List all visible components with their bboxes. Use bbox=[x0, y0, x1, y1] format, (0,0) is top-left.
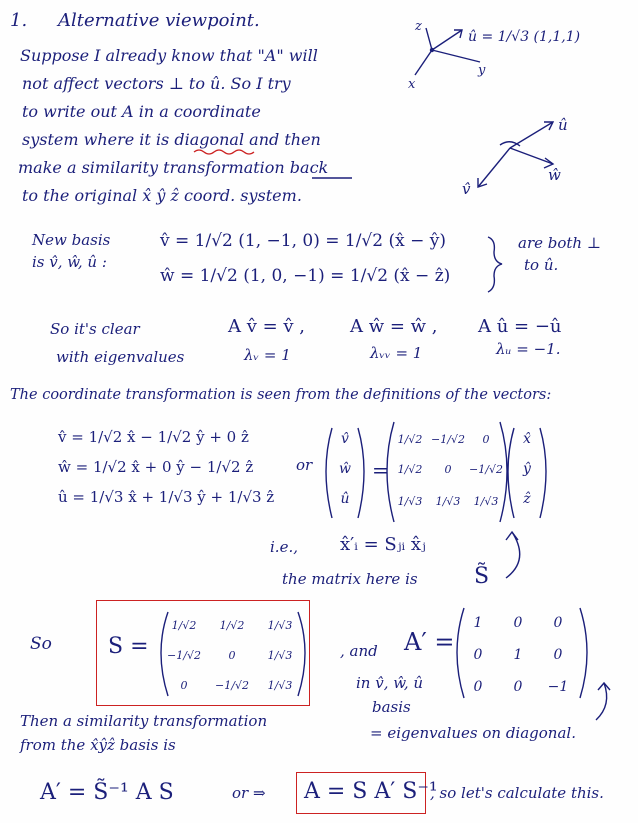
aprime-cell: 0 bbox=[473, 647, 483, 663]
def-v: v̂ = 1/√2 x̂ − 1/√2 ŷ + 0 ẑ bbox=[58, 428, 249, 446]
lhs-vec-u: û bbox=[340, 491, 350, 507]
rhs-vec-y: ŷ bbox=[523, 461, 531, 477]
axis-label-z: z bbox=[415, 19, 422, 34]
intro-line: system where it is diagonal and then bbox=[22, 130, 321, 149]
eigen-eq-u: A û = −û bbox=[478, 316, 562, 337]
aprime-label: A′ = bbox=[404, 628, 455, 656]
basis-w-label: ŵ bbox=[548, 166, 561, 184]
so-clear-label: So it's clear bbox=[50, 320, 140, 338]
rhs-vec-x: x̂ bbox=[523, 431, 531, 447]
def-w: ŵ = 1/√2 x̂ + 0 ŷ − 1/√2 ẑ bbox=[58, 458, 254, 476]
s-cell: 0 bbox=[180, 679, 188, 692]
final-or: or ⇒ bbox=[232, 784, 266, 802]
intro-line: to write out A in a coordinate bbox=[22, 102, 261, 121]
s-cell: 1/√2 bbox=[219, 619, 245, 632]
in-basis-label: in v̂, ŵ, û bbox=[356, 674, 424, 692]
ie-equation: x̂′ᵢ = Sⱼᵢ x̂ⱼ bbox=[340, 534, 426, 555]
lhs-vec-v: v̂ bbox=[341, 431, 349, 447]
diag-arrow bbox=[596, 683, 607, 720]
new-basis-label: New basis bbox=[32, 231, 111, 249]
final-boxed-equation: A = S A′ S⁻¹ bbox=[304, 779, 438, 804]
coef-cell: 1/√3 bbox=[397, 495, 423, 508]
final-lhs: A′ = S̃⁻¹ A S bbox=[40, 780, 174, 805]
coef-cell: 1/√2 bbox=[397, 433, 423, 446]
aprime-cell: 0 bbox=[553, 615, 563, 631]
w-hat-equation: ŵ = 1/√2 (1, 0, −1) = 1/√2 (x̂ − ẑ) bbox=[160, 266, 451, 286]
eigen-eq-w: A ŵ = ŵ , bbox=[350, 316, 438, 337]
s-cell: 0 bbox=[228, 649, 236, 662]
s-cell: 1/√3 bbox=[267, 649, 293, 662]
def-u: û = 1/√3 x̂ + 1/√3 ŷ + 1/√3 ẑ bbox=[58, 488, 275, 506]
coef-cell: 1/√3 bbox=[473, 495, 499, 508]
s-cell: 1/√3 bbox=[267, 619, 293, 632]
axis-label-y: y bbox=[478, 63, 486, 78]
s-label: S = bbox=[108, 634, 149, 659]
coef-cell: −1/√2 bbox=[431, 433, 465, 446]
perp-note-2: to û. bbox=[524, 256, 559, 274]
perp-note: are both ⊥ bbox=[518, 234, 601, 252]
aprime-cell: 0 bbox=[513, 679, 523, 695]
intro-line: make a similarity transformation back bbox=[18, 158, 329, 177]
aprime-cell: −1 bbox=[547, 679, 569, 695]
final-tail: , so let's calculate this. bbox=[430, 784, 604, 802]
lhs-vec-w: ŵ bbox=[339, 461, 351, 477]
then-line-2: from the x̂ŷẑ basis is bbox=[20, 736, 176, 754]
coef-cell: 0 bbox=[482, 433, 490, 446]
coord-transform-sentence: The coordinate transformation is seen from the definitions of the vectors: bbox=[10, 387, 552, 403]
s-cell: −1/√2 bbox=[215, 679, 249, 692]
intro-line: to the original x̂ ŷ ẑ coord. system. bbox=[22, 186, 302, 205]
intro-line: Suppose I already know that "A" will bbox=[20, 46, 318, 65]
coef-cell: 1/√3 bbox=[435, 495, 461, 508]
aprime-cell: 0 bbox=[513, 615, 523, 631]
s-cell: 1/√3 bbox=[267, 679, 293, 692]
rhs-vec-z: ẑ bbox=[523, 491, 531, 507]
and-word: , and bbox=[340, 642, 378, 660]
aprime-cell: 1 bbox=[473, 615, 483, 631]
basis-word: basis bbox=[372, 698, 411, 716]
diagonal-underline bbox=[194, 150, 254, 154]
s-tilde: S̃ bbox=[474, 564, 490, 589]
problem-number: 1. bbox=[10, 10, 28, 31]
or-word: or bbox=[296, 456, 313, 474]
ie-label: i.e., bbox=[270, 538, 298, 556]
s-cell: −1/√2 bbox=[167, 649, 201, 662]
lambda-u: λᵤ = −1. bbox=[496, 340, 561, 358]
matrix-here-label: the matrix here is bbox=[282, 570, 418, 588]
axis-label-x: x bbox=[408, 77, 416, 92]
aprime-cell: 0 bbox=[553, 647, 563, 663]
basis-vectors-sketch bbox=[478, 122, 553, 187]
basis-v-label: v̂ bbox=[462, 180, 471, 198]
so-word: So bbox=[30, 634, 52, 654]
eigen-eq-v: A v̂ = v̂ , bbox=[228, 316, 306, 337]
heading-title: Alternative viewpoint. bbox=[58, 10, 260, 31]
coef-cell: 1/√2 bbox=[397, 463, 423, 476]
coef-cell: 0 bbox=[444, 463, 452, 476]
new-basis-label-2: is v̂, ŵ, û : bbox=[32, 253, 107, 271]
aprime-cell: 0 bbox=[473, 679, 483, 695]
basis-u-label: û bbox=[558, 116, 568, 134]
s-cell: 1/√2 bbox=[171, 619, 197, 632]
coef-cell: −1/√2 bbox=[469, 463, 503, 476]
lambda-v: λᵥ = 1 bbox=[244, 346, 291, 364]
then-line-1: Then a similarity transformation bbox=[20, 712, 268, 730]
eigenvalues-label: with eigenvalues bbox=[56, 348, 185, 366]
aprime-bracket-right bbox=[580, 608, 587, 698]
v-hat-equation: v̂ = 1/√2 (1, −1, 0) = 1/√2 (x̂ − ŷ) bbox=[160, 231, 446, 251]
lambda-w: λᵥᵥ = 1 bbox=[370, 344, 423, 362]
aprime-cell: 1 bbox=[513, 647, 523, 663]
equals-sign: = bbox=[372, 458, 389, 482]
basis-brace bbox=[488, 237, 502, 292]
intro-line: not affect vectors ⊥ to û. So I try bbox=[22, 74, 291, 93]
eigenvalues-diagonal-note: = eigenvalues on diagonal. bbox=[370, 724, 576, 742]
u-hat-definition: û = 1/√3 (1,1,1) bbox=[468, 29, 581, 45]
